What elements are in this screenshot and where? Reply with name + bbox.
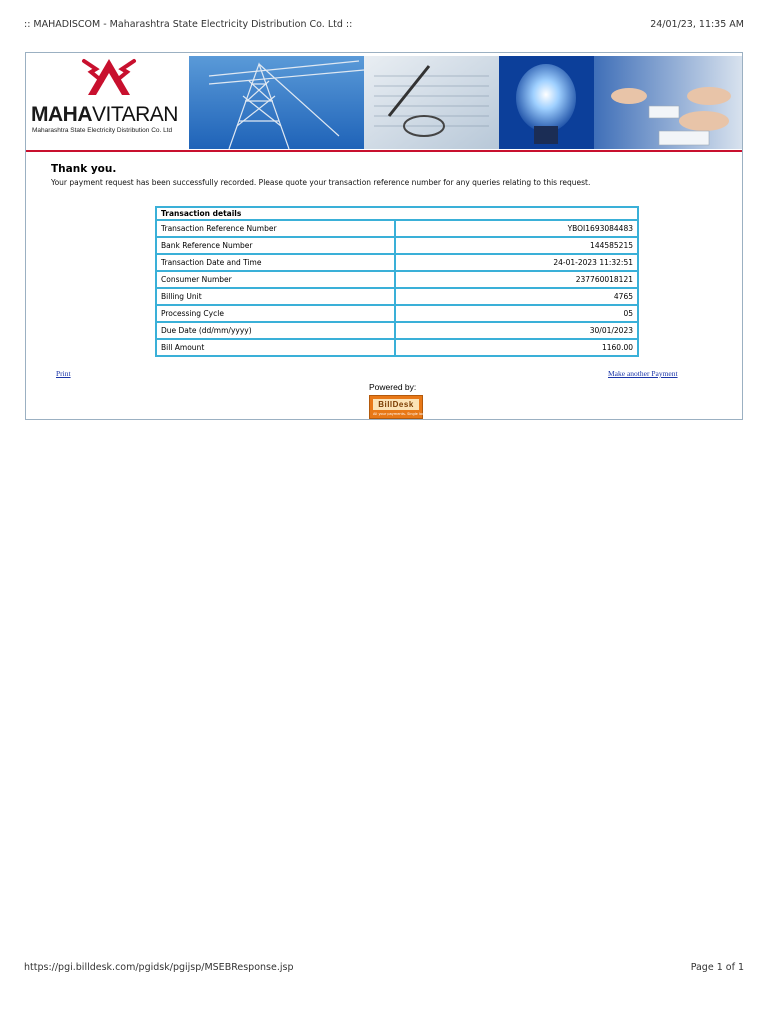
thank-you-heading: Thank you. — [51, 163, 117, 175]
logo-vitaran: VITARAN — [92, 103, 178, 126]
receipt-frame — [25, 52, 743, 420]
print-header — [24, 19, 744, 33]
row-value: 1160.00 — [395, 339, 638, 356]
row-label: Due Date (dd/mm/yyyy) — [156, 322, 395, 339]
row-value: 144585215 — [395, 237, 638, 254]
page-number: Page 1 of 1 — [690, 962, 744, 973]
banner-photo-collage — [189, 56, 742, 149]
row-value: 4765 — [395, 288, 638, 305]
billdesk-tagline: All your payments. Single location — [373, 412, 433, 416]
print-timestamp: 24/01/23, 11:35 AM — [650, 19, 744, 30]
print-footer — [24, 962, 744, 976]
print-page-title: :: MAHADISCOM - Maharashtra State Electricity Distribution Co. Ltd :: — [24, 19, 353, 30]
table-row — [156, 339, 638, 356]
mahavitaran-logo — [26, 53, 188, 153]
confirmation-message: Your payment request has been successfully recorded. Please quote your transaction reference number for any queries relating to this request. — [51, 178, 591, 187]
row-label: Bank Reference Number — [156, 237, 395, 254]
logo-maha: MAHA — [31, 103, 92, 126]
table-row — [156, 271, 638, 288]
billdesk-logo — [369, 395, 433, 419]
row-label: Bill Amount — [156, 339, 395, 356]
lightning-tower-logo-icon — [74, 55, 144, 103]
row-label: Transaction Reference Number — [156, 220, 395, 237]
banner-red-divider — [26, 150, 742, 152]
powered-by-label: Powered by: — [369, 382, 417, 392]
table-header-row — [156, 207, 638, 220]
print-link[interactable]: Print — [56, 369, 71, 378]
row-value: 237760018121 — [395, 271, 638, 288]
table-row — [156, 220, 638, 237]
row-value: 30/01/2023 — [395, 322, 638, 339]
table-row — [156, 237, 638, 254]
row-label: Billing Unit — [156, 288, 395, 305]
table-row — [156, 288, 638, 305]
row-label: Processing Cycle — [156, 305, 395, 322]
billdesk-brand: BillDesk — [373, 399, 419, 410]
table-row — [156, 305, 638, 322]
table-row — [156, 254, 638, 271]
logo-subtitle: Maharashtra State Electricity Distribution Co. Ltd — [32, 127, 173, 134]
transaction-details-table — [155, 206, 639, 357]
header-banner — [26, 53, 742, 153]
row-value: 05 — [395, 305, 638, 322]
print-url: https://pgi.billdesk.com/pgidsk/pgijsp/MSEBResponse.jsp — [24, 962, 294, 973]
row-value: YBOI1693084483 — [395, 220, 638, 237]
row-value: 24-01-2023 11:32:51 — [395, 254, 638, 271]
logo-wordmark — [31, 103, 178, 127]
row-label: Transaction Date and Time — [156, 254, 395, 271]
row-label: Consumer Number — [156, 271, 395, 288]
table-header: Transaction details — [156, 207, 638, 220]
make-another-payment-link[interactable]: Make another Payment — [608, 369, 678, 378]
table-row — [156, 322, 638, 339]
